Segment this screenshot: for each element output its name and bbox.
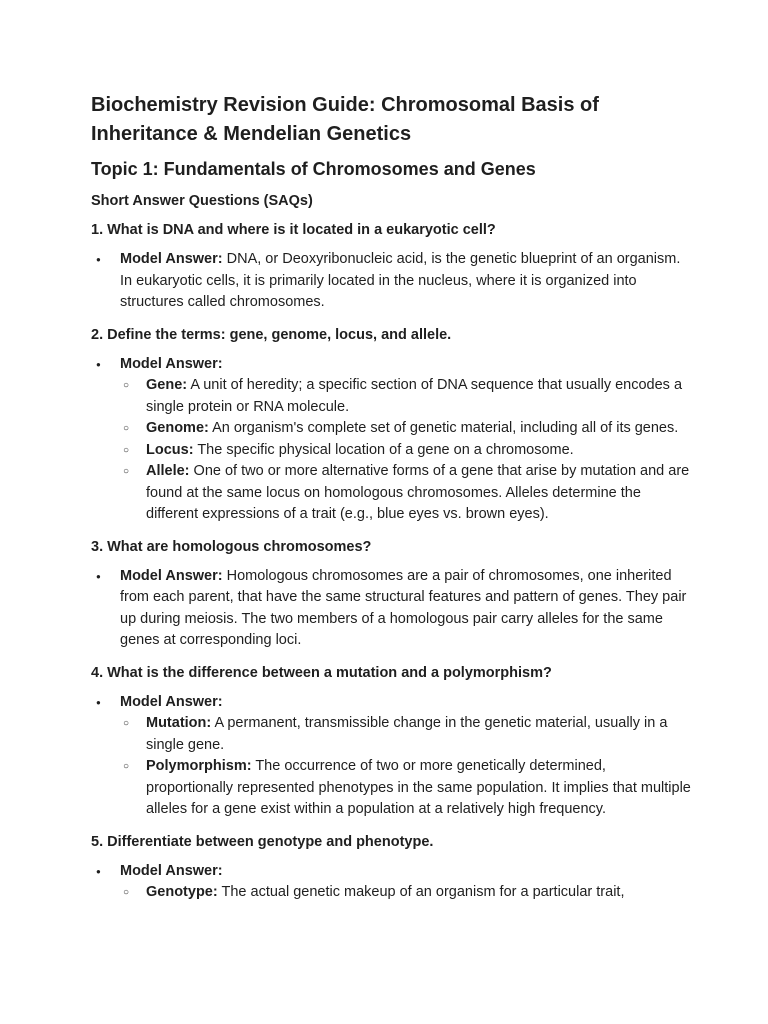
model-answer-label: Model Answer:	[120, 693, 223, 710]
definition-term: Genotype:	[146, 884, 218, 900]
definition-item-locus	[120, 440, 691, 462]
definition-item-gene	[120, 375, 691, 418]
definition-item-polymorphism	[120, 756, 691, 821]
definition-item-genome	[120, 418, 691, 440]
question-3: 3. What are homologous chromosomes?	[91, 538, 372, 555]
topic-title: Topic 1: Fundamentals of Chromosomes and Genes	[91, 159, 536, 179]
model-answer-3	[91, 566, 691, 652]
model-answer-text: Homologous chromosomes are a pair of chromosomes, one inherited from each parent, that have the same structural features and pattern of genes. They pair up during meiosis. The two members of a homologous pair carry alleles for the same genes at corresponding loci.	[120, 567, 687, 648]
definition-item-genotype	[120, 882, 691, 904]
definition-text: A unit of heredity; a specific section of DNA sequence that usually encodes a single protein or RNA molecule.	[146, 377, 683, 415]
definition-term: Polymorphism:	[146, 758, 252, 774]
question-1: 1. What is DNA and where is it located in a eukaryotic cell?	[91, 222, 496, 238]
answer-list-3	[91, 566, 691, 652]
section-title: Short Answer Questions (SAQs)	[91, 193, 313, 209]
definition-list	[120, 713, 691, 821]
definition-item-mutation	[120, 713, 691, 756]
definition-text: The occurrence of two or more genetically determined, proportionally represented phenotypes in the same population. It implies that multiple alleles for a gene exist within a population at a relatively high frequency.	[146, 758, 691, 817]
model-answer-2	[91, 354, 691, 526]
question-5: 5. Differentiate between genotype and phenotype.	[91, 833, 434, 850]
definition-text: The specific physical location of a gene on a chromosome.	[197, 441, 574, 458]
model-answer-label: Model Answer:	[120, 567, 223, 584]
definition-list	[120, 375, 691, 526]
definition-text: One of two or more alternative forms of a gene that arise by mutation and are found at the same locus on homologous chromosomes. Alleles determine the different expressions of a trait (e.g., blue eyes vs. brown eyes).	[146, 463, 690, 522]
definition-list	[120, 882, 691, 904]
definition-term: Mutation:	[146, 715, 212, 731]
model-answer-5	[91, 861, 691, 904]
definition-term: Locus:	[146, 441, 194, 458]
model-answer-label: Model Answer:	[120, 251, 223, 267]
definition-term: Allele:	[146, 463, 190, 479]
answer-list-2	[91, 354, 691, 526]
model-answer-text: DNA, or Deoxyribonucleic acid, is the genetic blueprint of an organism. In eukaryotic cells, it is primarily located in the nucleus, where it is organized into structures called chromosomes.	[120, 251, 681, 310]
question-4: 4. What is the difference between a mutation and a polymorphism?	[91, 664, 552, 681]
model-answer-4	[91, 692, 691, 821]
definition-text: A permanent, transmissible change in the genetic material, usually in a single gene.	[146, 715, 668, 753]
definition-term: Gene:	[146, 377, 188, 393]
answer-list-1	[91, 249, 691, 314]
model-answer-label: Model Answer:	[120, 355, 223, 372]
definition-term: Genome:	[146, 420, 209, 436]
model-answer-label: Model Answer:	[120, 862, 223, 879]
answer-list-4	[91, 692, 691, 821]
answer-list-5	[91, 861, 691, 904]
document-title: Biochemistry Revision Guide: Chromosomal Basis of Inheritance & Mendelian Genetics	[91, 94, 599, 145]
questions-list	[91, 220, 691, 915]
definition-item-allele	[120, 461, 691, 526]
definition-text: An organism's complete set of genetic material, including all of its genes.	[212, 420, 679, 436]
model-answer-1	[91, 249, 691, 314]
question-2: 2. Define the terms: gene, genome, locus, and allele.	[91, 326, 452, 343]
definition-text: The actual genetic makeup of an organism for a particular trait,	[221, 884, 625, 900]
